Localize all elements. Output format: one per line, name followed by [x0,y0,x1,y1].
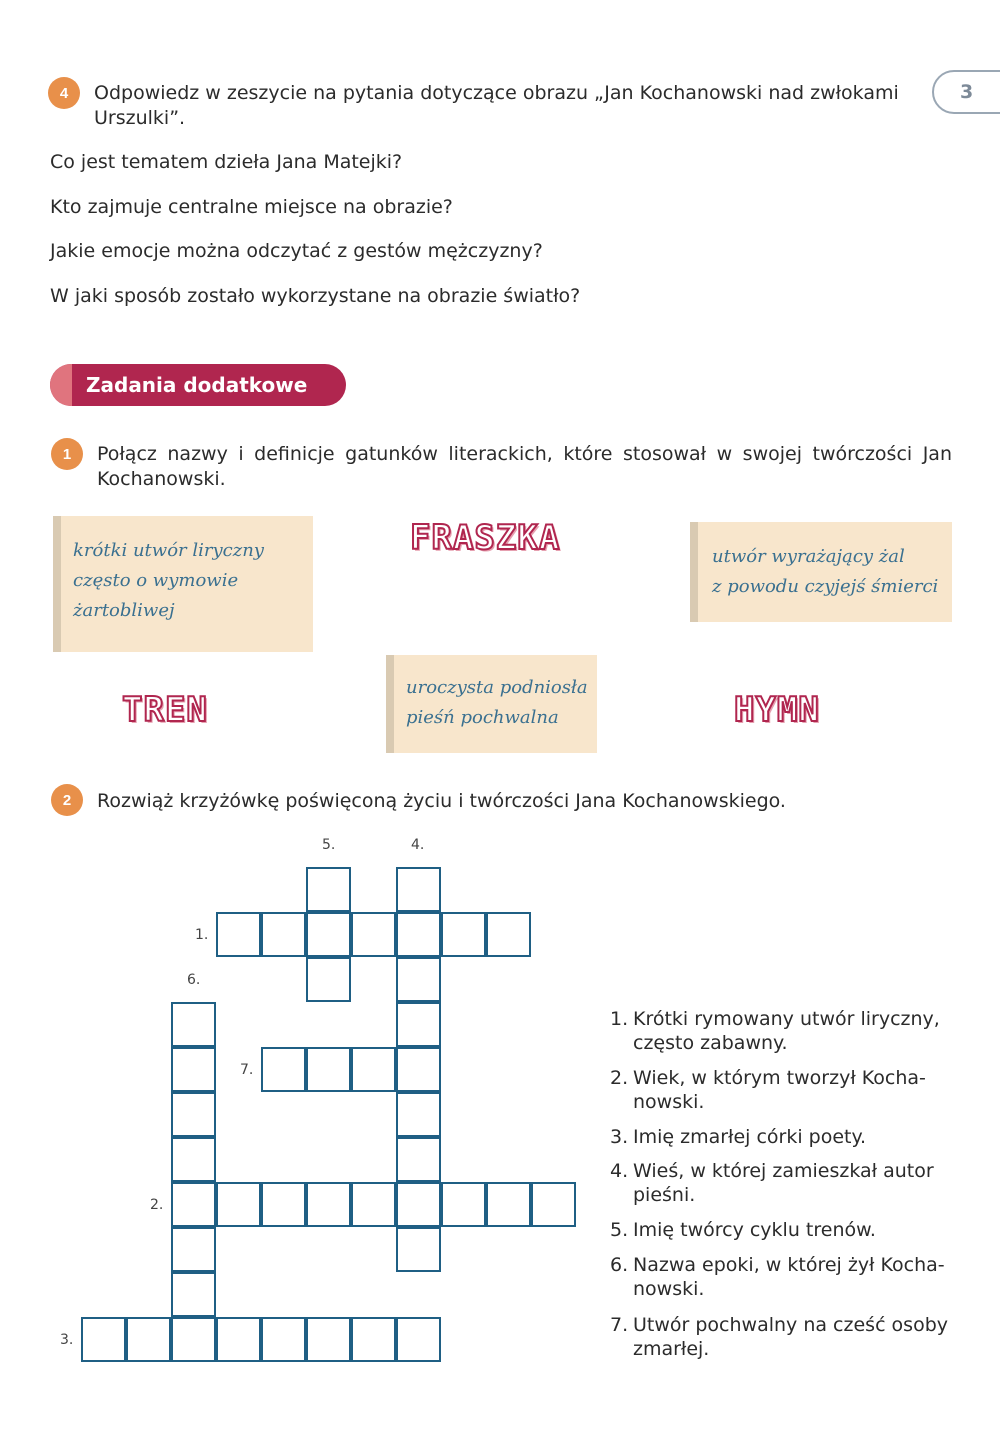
crossword-cell[interactable] [261,1047,306,1092]
word-fraszka[interactable]: FRASZKA [410,518,561,558]
clue-text: Imię zmarłej córki poety. [633,1126,867,1148]
crossword-label-6: 6. [187,972,201,988]
crossword-label-5: 5. [322,837,336,853]
clue-3 [610,1125,960,1149]
crossword-cell[interactable] [171,1227,216,1272]
section-title: Zadania dodatkowe [86,373,308,397]
clue-6 [610,1253,960,1301]
crossword-cell[interactable] [396,1317,441,1362]
crossword-cell[interactable] [396,1092,441,1137]
question-2: Kto zajmuje centralne miejsce na obrazie? [50,196,453,218]
crossword-cell[interactable] [396,867,441,912]
crossword-cell[interactable] [396,1227,441,1272]
crossword-cell[interactable] [306,1317,351,1362]
card-line: utwór wyrażający żal [712,546,905,567]
word-hymn[interactable]: HYMN [734,690,820,730]
task-4-number: 4 [59,84,69,102]
crossword-cell[interactable] [486,1182,531,1227]
crossword-cell[interactable] [171,1137,216,1182]
crossword-cell[interactable] [396,1137,441,1182]
question-1: Co jest tematem dzieła Jana Matejki? [50,151,403,173]
question-4: W jaki sposób zostało wykorzystane na obrazie światło? [50,285,581,307]
crossword-cell[interactable] [216,1317,261,1362]
card-line: uroczysta podniosła [406,677,588,698]
crossword-cell[interactable] [216,1182,261,1227]
clue-number: 7. [610,1314,629,1336]
crossword-label-1: 1. [195,927,209,943]
crossword-cell[interactable] [216,912,261,957]
crossword-cell[interactable] [171,1317,216,1362]
crossword-cell[interactable] [396,957,441,1002]
crossword-label-3: 3. [60,1332,74,1348]
clue-2 [610,1066,960,1114]
crossword-cell[interactable] [261,912,306,957]
crossword-label-4: 4. [411,837,425,853]
crossword-cell[interactable] [306,957,351,1002]
crossword-cell[interactable] [306,912,351,957]
page-number: 3 [960,81,974,103]
clue-text: Imię twórcy cyklu trenów. [633,1219,876,1241]
clue-1 [610,1007,960,1055]
crossword-cell[interactable] [126,1317,171,1362]
crossword-cell[interactable] [171,1047,216,1092]
crossword-cell[interactable] [396,912,441,957]
crossword-cell[interactable] [351,1047,396,1092]
crossword-cell[interactable] [396,1002,441,1047]
question-3: Jakie emocje można odczytać z gestów mężczyzny? [50,240,543,262]
clue-number: 6. [610,1254,629,1276]
task-2-text: Rozwiąż krzyżówkę poświęconą życiu i twórczości Jana Kochanowskiego. [97,790,786,812]
crossword-cell[interactable] [396,1047,441,1092]
clue-5 [610,1218,960,1242]
crossword-cell[interactable] [351,912,396,957]
crossword-cell[interactable] [171,1002,216,1047]
clue-text: Krótki rymowany utwór liryczny, często zabawny. [633,1008,940,1054]
crossword-cell[interactable] [261,1317,306,1362]
crossword-cell[interactable] [306,1182,351,1227]
crossword-label-2: 2. [150,1197,164,1213]
card-line: krótki utwór liryczny [73,540,264,561]
card-line: żartobliwej [73,600,175,621]
word-tren[interactable]: TREN [122,690,208,730]
card-line: często o wymowie [73,570,239,591]
task-4-text-line-1: Odpowiedz w zeszycie na pytania dotyczące obrazu „Jan Kochanowski nad zwłokami [94,82,899,104]
crossword-cell[interactable] [351,1182,396,1227]
clue-text: Utwór pochwalny na cześć osoby zmarłej. [633,1314,949,1360]
task-4-text-line-2: Urszulki”. [94,107,186,129]
clue-text: Nazwa epoki, w której żył Kocha-nowski. [633,1254,945,1300]
crossword-cell[interactable] [171,1182,216,1227]
clue-text: Wieś, w której zamieszkał autor pieśni. [633,1160,934,1206]
card-line: z powodu czyjejś śmierci [712,576,939,597]
crossword-cell[interactable] [486,912,531,957]
crossword-cell[interactable] [441,1182,486,1227]
crossword-cell[interactable] [171,1092,216,1137]
clue-7 [610,1313,960,1361]
crossword-cell[interactable] [306,867,351,912]
clue-number: 4. [610,1160,629,1182]
task-2-number: 2 [62,791,72,809]
task-1-text-line-2: Kochanowski. [97,468,226,490]
clue-number: 1. [610,1008,629,1030]
clue-number: 3. [610,1126,629,1148]
card-line: pieśń pochwalna [406,707,559,728]
clue-4 [610,1159,960,1207]
crossword-cell[interactable] [306,1047,351,1092]
task-1-text-line-1: Połącz nazwy i definicje gatunków literackich, które stosował w swojej twórczości Jan [97,443,952,465]
clue-number: 2. [610,1067,629,1089]
crossword-cell[interactable] [171,1272,216,1317]
crossword-cell[interactable] [81,1317,126,1362]
crossword-cell[interactable] [531,1182,576,1227]
crossword-cell[interactable] [351,1317,396,1362]
clue-text: Wiek, w którym tworzył Kocha-nowski. [633,1067,926,1113]
crossword-cell[interactable] [396,1182,441,1227]
crossword-cell[interactable] [261,1182,306,1227]
crossword-label-7: 7. [240,1062,254,1078]
clue-number: 5. [610,1219,629,1241]
task-1-number: 1 [62,445,72,463]
crossword-cell[interactable] [441,912,486,957]
